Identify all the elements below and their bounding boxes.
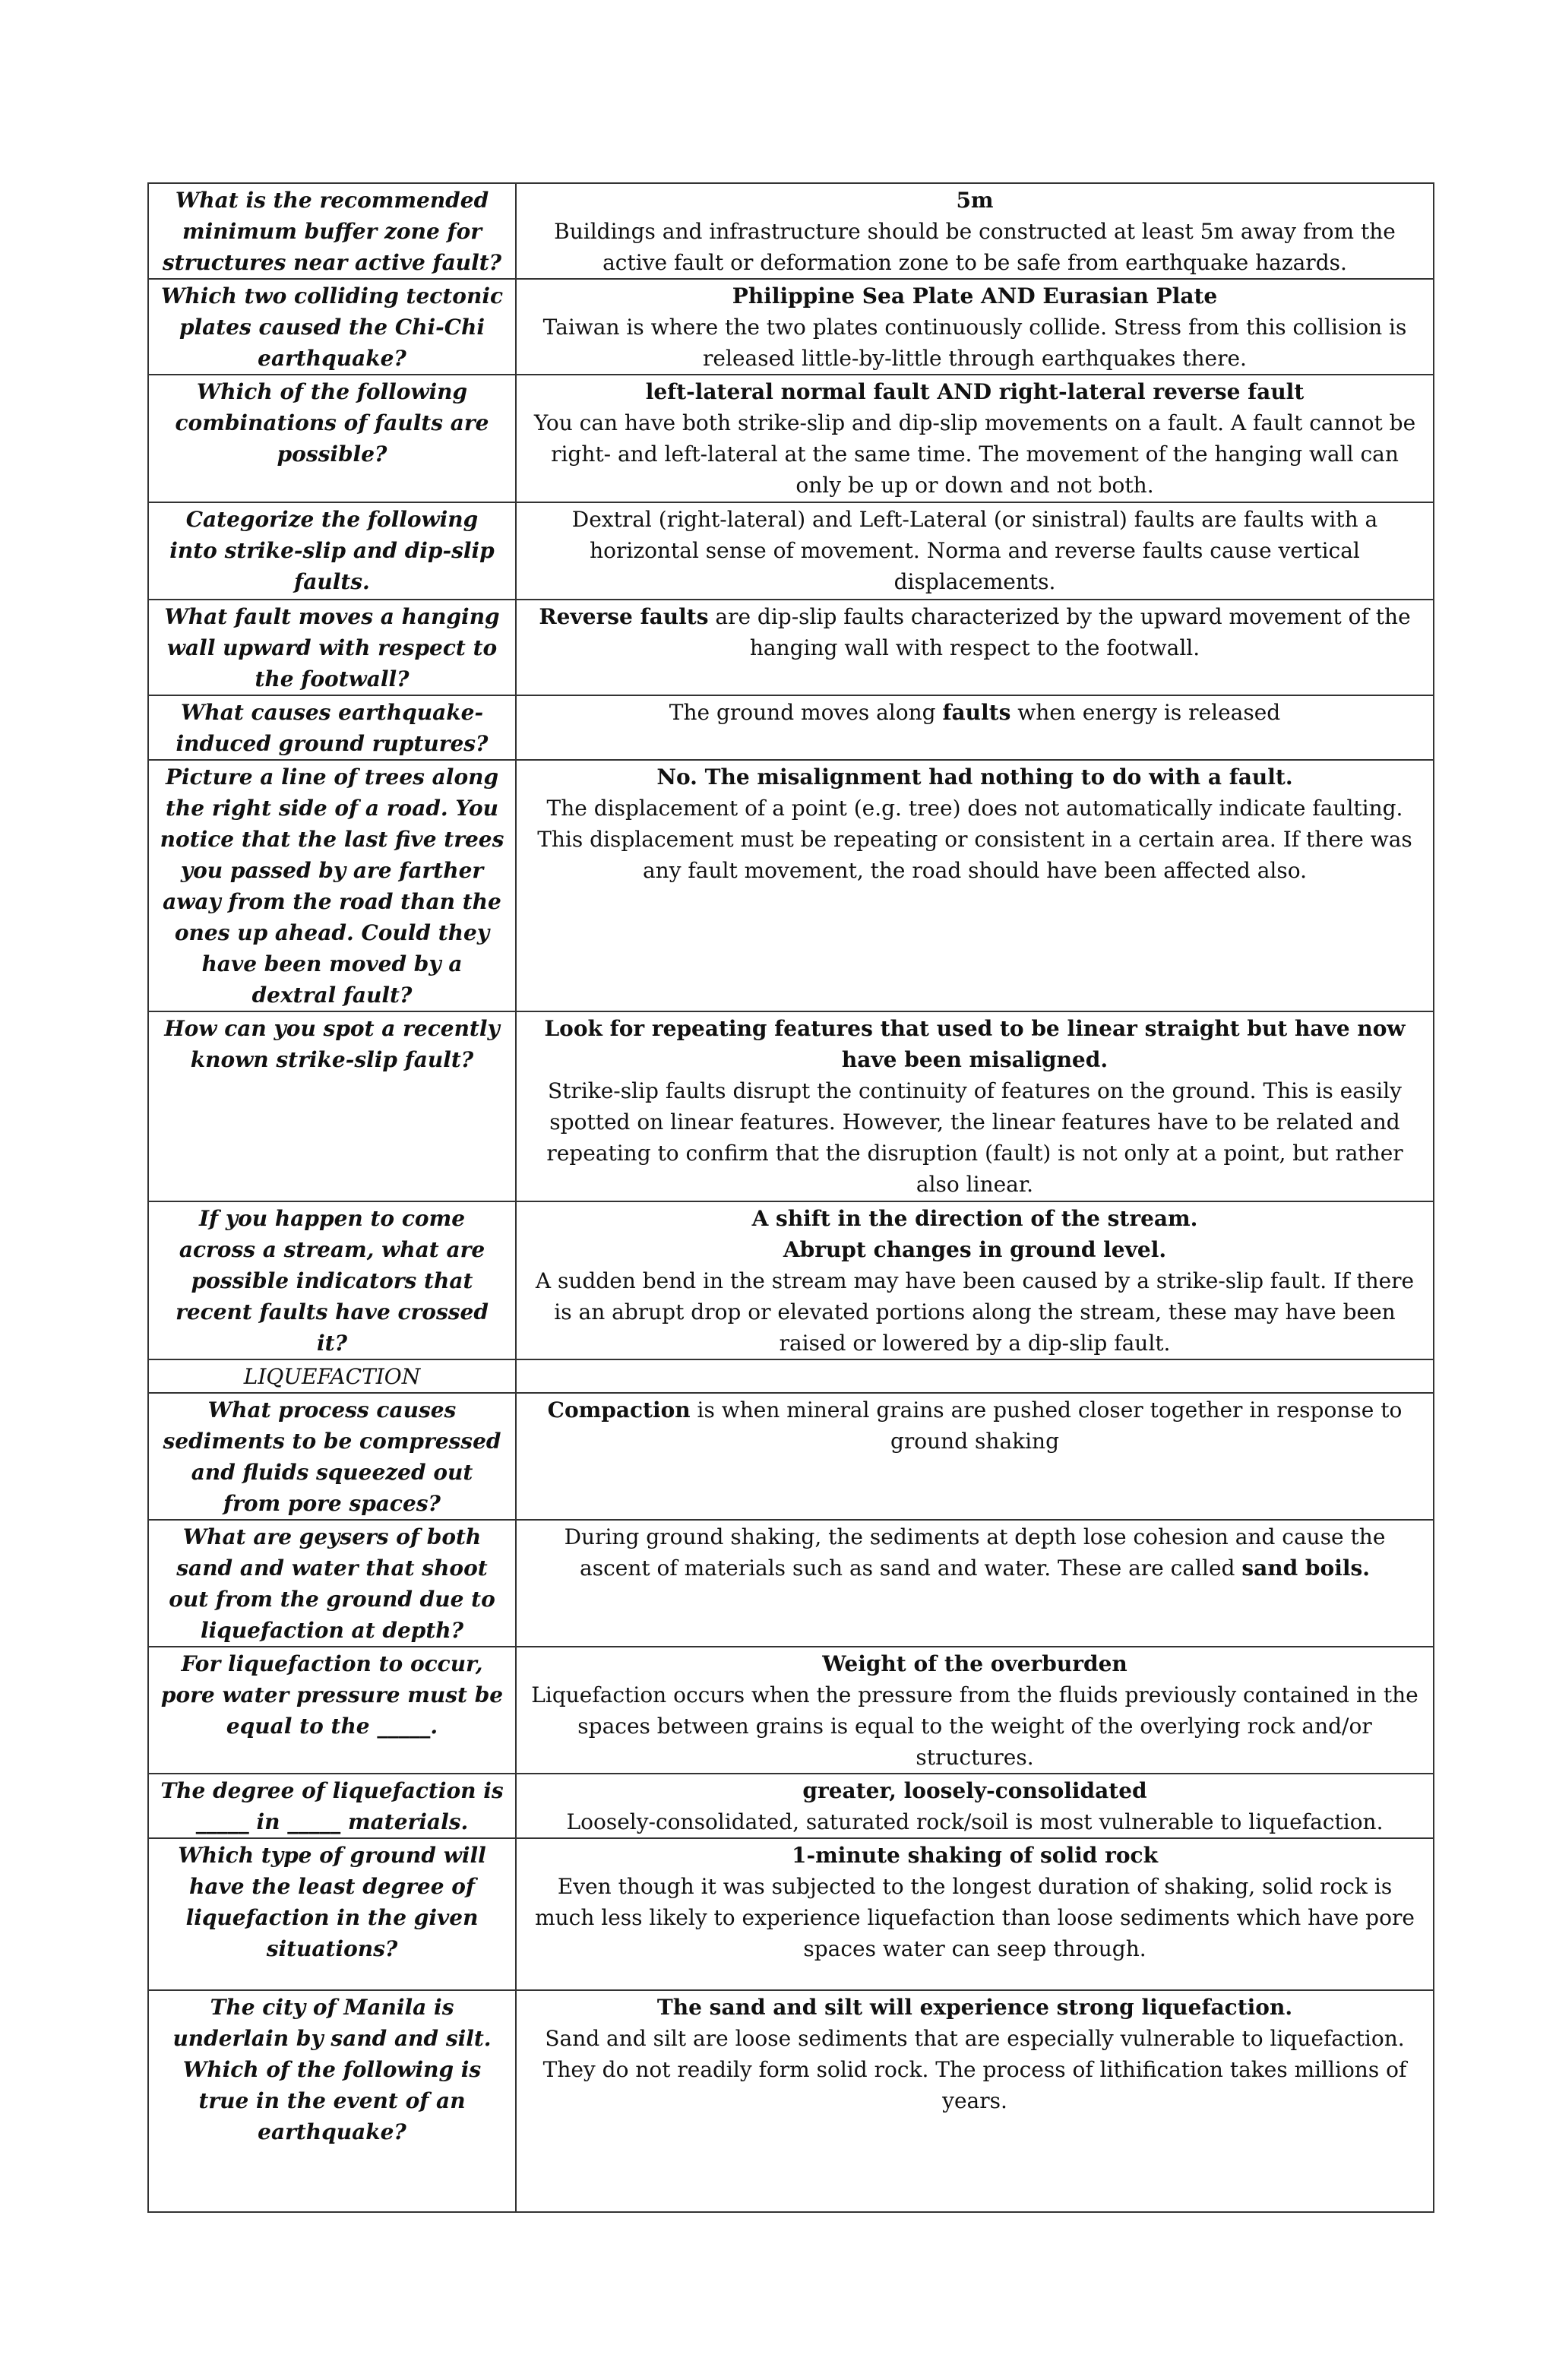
answer-text: Loosely-consolidated, saturated rock/soil is most vulnerable to liquefaction. xyxy=(566,1809,1384,1834)
answer-heading: 1-minute shaking of solid rock xyxy=(792,1843,1158,1868)
answer-text: The displacement of a point (e.g. tree) does not automatically indicate faulting. This displacement must be repeating or consistent in a certain area. If there was any fault movement, the road should have been affected also. xyxy=(537,796,1412,883)
answer-cell xyxy=(516,1011,1434,1201)
table-row xyxy=(148,183,1434,279)
answer-keyword: faults xyxy=(942,700,1011,725)
question-cell: For liquefaction to occur, pore water pressure must be equal to the _____. xyxy=(148,1647,516,1774)
answer-heading: left-lateral normal fault AND right-lateral reverse fault xyxy=(645,379,1305,404)
table-row xyxy=(148,375,1434,502)
answer-cell xyxy=(516,760,1434,1011)
answer-heading: 5m xyxy=(956,188,994,213)
question-cell: Categorize the following into strike-slip and dip-slip faults. xyxy=(148,502,516,600)
answer-text-rest: is when mineral grains are pushed closer together in response to ground shaking xyxy=(690,1397,1403,1454)
question-cell: What causes earthquake-induced ground ruptures? xyxy=(148,695,516,760)
answer-keyword: Reverse faults xyxy=(539,604,709,629)
question-cell: What are geysers of both sand and water that shoot out from the ground due to liquefaction at depth? xyxy=(148,1520,516,1647)
answer-heading: Weight of the overburden xyxy=(822,1651,1127,1676)
answer-cell xyxy=(516,695,1434,760)
answer-keyword: sand boils. xyxy=(1241,1556,1370,1581)
answer-cell xyxy=(516,1201,1434,1359)
answer-cell xyxy=(516,1393,1434,1520)
table-row xyxy=(148,1520,1434,1647)
answer-text xyxy=(527,1521,1422,1584)
answer-cell xyxy=(516,1359,1434,1393)
table-row xyxy=(148,1774,1434,1838)
table-row xyxy=(148,279,1434,375)
question-cell: Picture a line of trees along the right side of a road. You notice that the last five trees you passed by are farther away from the road than the ones up ahead. Could they have been moved by a dextral fault? xyxy=(148,760,516,1011)
answer-cell xyxy=(516,1647,1434,1774)
section-header-row xyxy=(148,1359,1434,1393)
answer-cell xyxy=(516,1990,1434,2212)
question-cell: The city of Manila is underlain by sand and silt. Which of the following is true in the event of an earthquake? xyxy=(148,1990,516,2212)
table-row xyxy=(148,600,1434,695)
table-row xyxy=(148,1647,1434,1774)
answer-text xyxy=(527,601,1422,663)
answer-cell xyxy=(516,600,1434,695)
answer-heading-2: Abrupt changes in ground level. xyxy=(783,1237,1167,1262)
answer-heading: greater, loosely-consolidated xyxy=(802,1778,1147,1803)
section-title: LIQUEFACTION xyxy=(148,1359,516,1393)
answer-cell xyxy=(516,1838,1434,1990)
answer-keyword: Compaction xyxy=(547,1397,691,1423)
answer-text: A sudden bend in the stream may have been caused by a strike-slip fault. If there is an abrupt drop or elevated portions along the stream, these may have been raised or lowered by a dip-slip fault. xyxy=(535,1268,1415,1356)
answer-text: You can have both strike-slip and dip-slip movements on a fault. A fault cannot be right- and left-lateral at the same time. The movement of the hanging wall can only be up or down and not both. xyxy=(533,410,1416,498)
question-cell: What process causes sediments to be compressed and fluids squeezed out from pore spaces? xyxy=(148,1393,516,1520)
qa-table xyxy=(147,182,1434,2213)
answer-text: Buildings and infrastructure should be constructed at least 5m away from the active fault or deformation zone to be safe from earthquake hazards. xyxy=(554,219,1396,275)
answer-cell xyxy=(516,279,1434,375)
answer-cell xyxy=(516,502,1434,600)
table-row xyxy=(148,760,1434,1011)
question-cell: Which two colliding tectonic plates caused the Chi-Chi earthquake? xyxy=(148,279,516,375)
answer-text xyxy=(527,697,1422,728)
answer-text xyxy=(527,1394,1422,1457)
question-cell: Which of the following combinations of faults are possible? xyxy=(148,375,516,502)
answer-cell xyxy=(516,1520,1434,1647)
answer-heading: Philippine Sea Plate AND Eurasian Plate xyxy=(732,283,1218,309)
answer-text: Taiwan is where the two plates continuously collide. Stress from this collision is released little-by-little through earthquakes there. xyxy=(542,315,1407,371)
answer-text-post: when energy is released xyxy=(1010,700,1281,725)
table-row xyxy=(148,1990,1434,2212)
question-cell: The degree of liquefaction is _____ in _____ materials. xyxy=(148,1774,516,1838)
answer-text-pre: During ground shaking, the sediments at depth lose cohesion and cause the ascent of materials such as sand and water. These are called xyxy=(564,1524,1386,1581)
answer-heading: Look for repeating features that used to be linear straight but have now have been misaligned. xyxy=(544,1016,1406,1072)
question-cell: Which type of ground will have the least degree of liquefaction in the given situations? xyxy=(148,1838,516,1990)
answer-text-rest: are dip-slip faults characterized by the upward movement of the hanging wall with respect to the footwall. xyxy=(708,604,1411,660)
answer-cell xyxy=(516,1774,1434,1838)
table-row xyxy=(148,1201,1434,1359)
answer-text-pre: The ground moves along xyxy=(669,700,943,725)
answer-cell xyxy=(516,375,1434,502)
answer-cell xyxy=(516,183,1434,279)
table-row xyxy=(148,1838,1434,1990)
answer-text: Sand and silt are loose sediments that are especially vulnerable to liquefaction. They do not readily form solid rock. The process of lithification takes millions of years. xyxy=(542,2026,1407,2113)
question-cell: What fault moves a hanging wall upward with respect to the footwall? xyxy=(148,600,516,695)
answer-text: Strike-slip faults disrupt the continuity of features on the ground. This is easily spotted on linear features. However, the linear features have to be related and repeating to confirm that the disruption (fault) is not only at a point, but rather also linear. xyxy=(546,1078,1403,1197)
answer-text: Even though it was subjected to the longest duration of shaking, solid rock is much less likely to experience liquefaction than loose sediments which have pore spaces water can seep through. xyxy=(535,1874,1415,1961)
table-row xyxy=(148,1011,1434,1201)
answer-heading: No. The misalignment had nothing to do with a fault. xyxy=(656,764,1293,790)
answer-text: Dextral (right-lateral) and Left-Lateral (or sinistral) faults are faults with a horizontal sense of movement. Norma and reverse faults cause vertical displacements. xyxy=(571,507,1378,594)
question-cell: If you happen to come across a stream, what are possible indicators that recent faults have crossed it? xyxy=(148,1201,516,1359)
answer-text: Liquefaction occurs when the pressure from the fluids previously contained in the spaces between grains is equal to the weight of the overlying rock and/or structures. xyxy=(531,1682,1418,1770)
question-cell: What is the recommended minimum buffer zone for structures near active fault? xyxy=(148,183,516,279)
table-row xyxy=(148,1393,1434,1520)
answer-heading: A shift in the direction of the stream. xyxy=(751,1206,1198,1231)
question-cell: How can you spot a recently known strike-slip fault? xyxy=(148,1011,516,1201)
table-row xyxy=(148,502,1434,600)
table-row xyxy=(148,695,1434,760)
answer-heading: The sand and silt will experience strong liquefaction. xyxy=(656,1995,1293,2020)
